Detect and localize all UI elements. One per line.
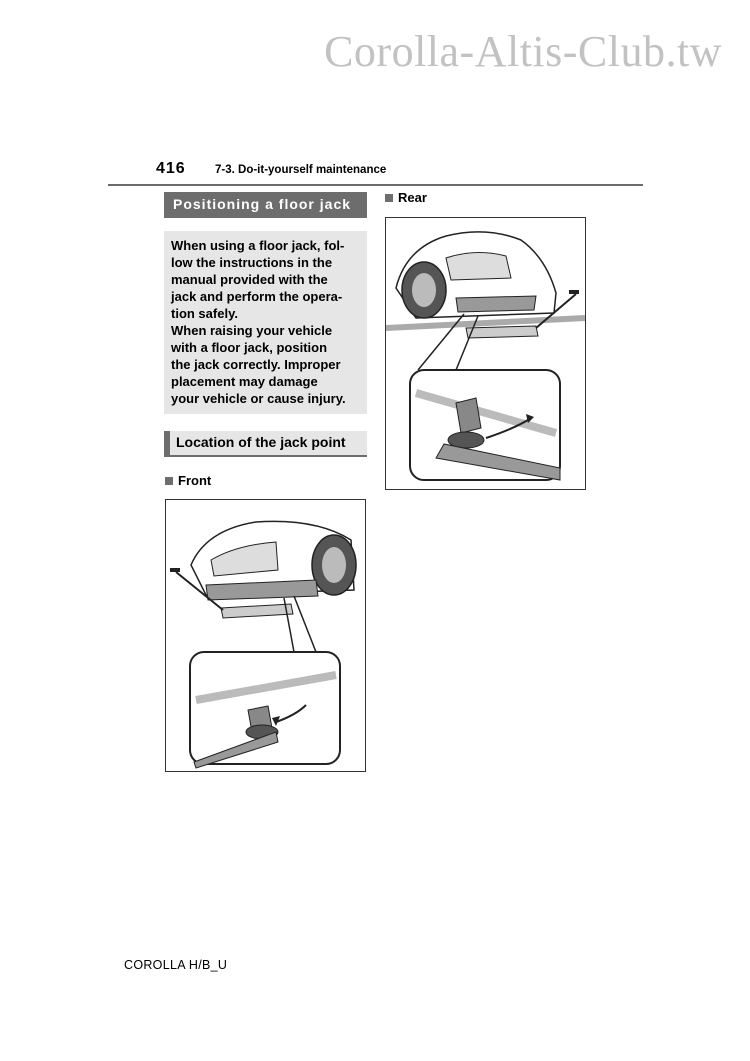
note-line: When using a floor jack, fol- [171,238,345,253]
note-line: tion safely. [171,306,238,321]
front-label-text: Front [178,473,212,488]
note-line: manual provided with the [171,272,328,287]
note-line: the jack correctly. Improper [171,357,341,372]
left-column [164,192,367,457]
bullet-square-icon [165,477,173,485]
page-number: 416 [156,160,186,177]
jack-point-heading: Location of the jack point [164,431,367,457]
positioning-note [164,231,367,414]
note-line: your vehicle or cause injury. [171,391,346,406]
rear-label [385,190,427,205]
note-line: placement may damage [171,374,318,389]
watermark: Corolla-Altis-Club.tw [324,27,722,76]
rear-label-text: Rear [398,190,427,205]
front-jack-illustration [165,499,366,772]
note-line: low the instructions in the [171,255,333,270]
positioning-heading: Positioning a floor jack [164,192,367,218]
front-label [165,473,211,488]
note-line: with a floor jack, position [171,340,328,355]
page-footer: COROLLA H/B_U [124,958,228,972]
section-title: 7-3. Do-it-yourself maintenance [215,164,387,176]
rear-jack-illustration [385,217,586,490]
note-line: When raising your vehicle [171,323,333,338]
note-line: jack and perform the opera- [171,289,343,304]
bullet-square-icon [385,194,393,202]
page-header [108,158,643,186]
